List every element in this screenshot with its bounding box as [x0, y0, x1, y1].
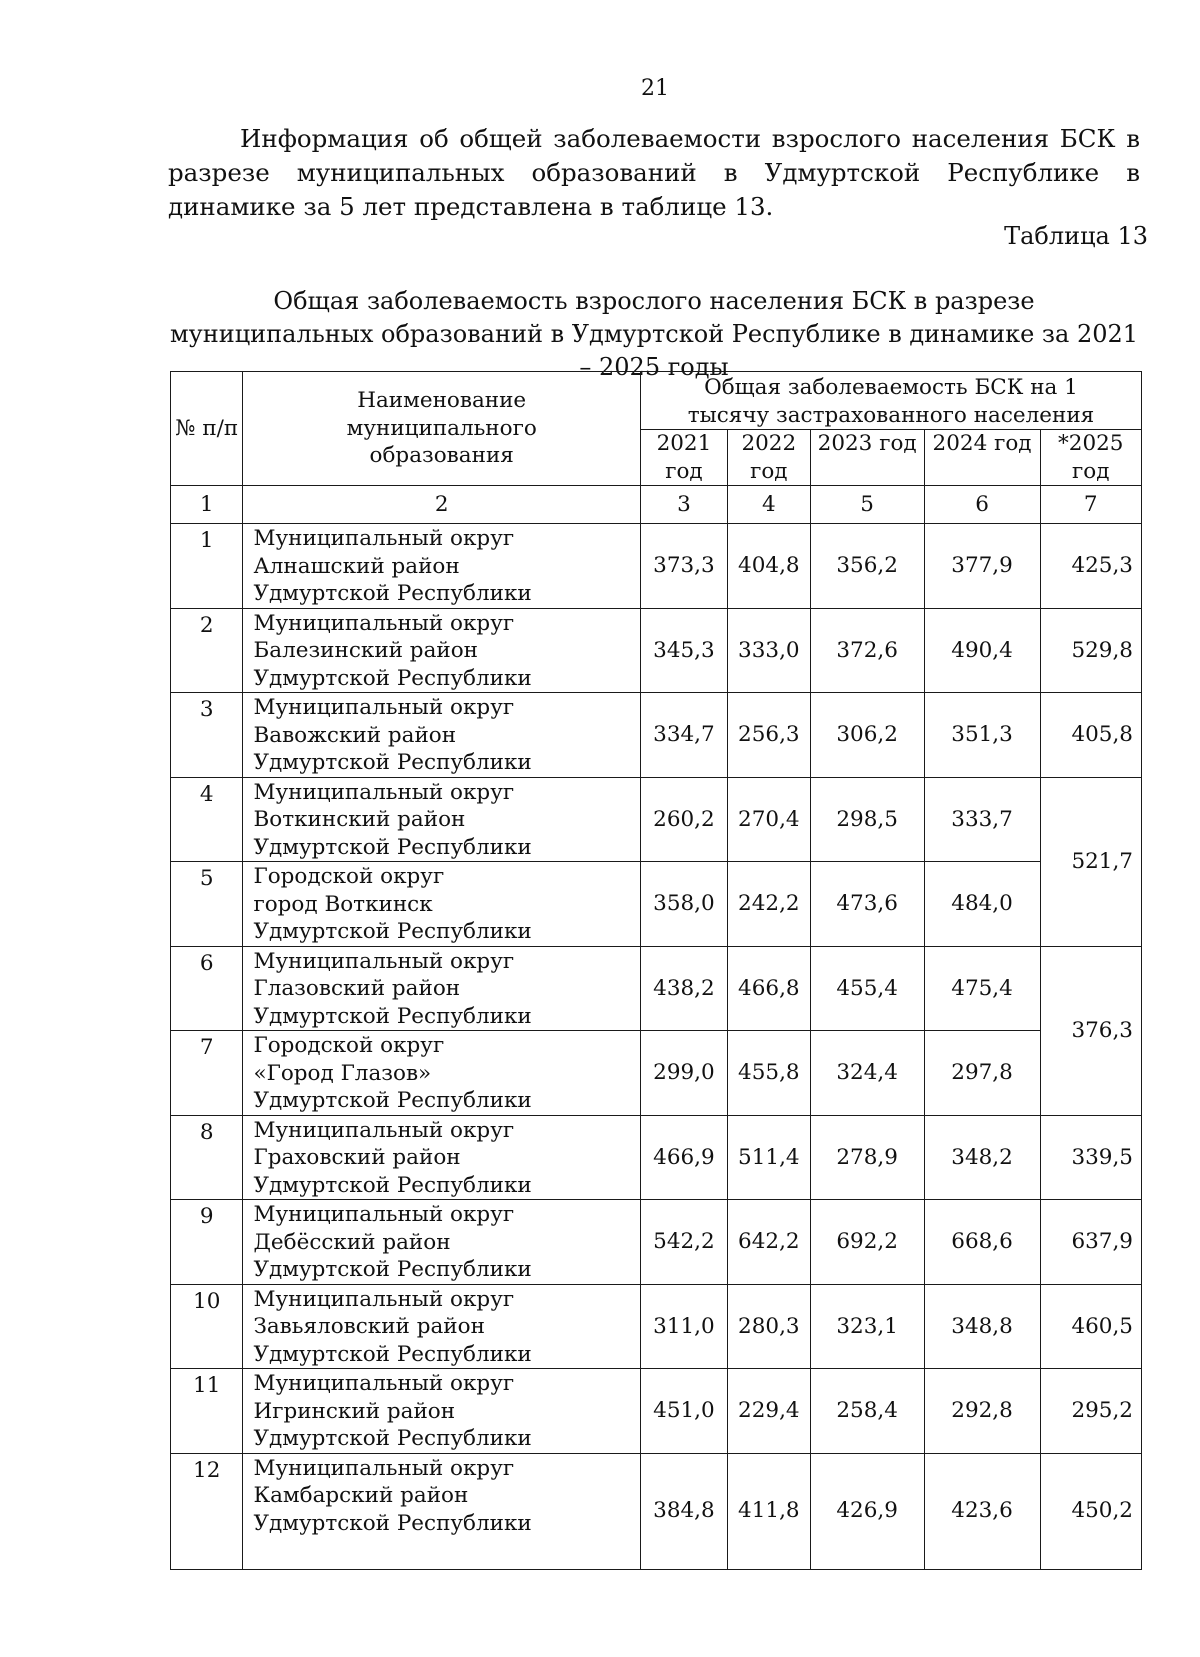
- value-2021: 358,0: [640, 862, 727, 947]
- value-2022: 270,4: [727, 777, 810, 862]
- column-number: 6: [924, 486, 1040, 524]
- table-row: [171, 777, 1142, 862]
- value-2022: 333,0: [727, 608, 810, 693]
- row-name: [243, 862, 641, 947]
- value-2024: 668,6: [924, 1200, 1040, 1285]
- table-row: [171, 524, 1142, 609]
- value-2021: 334,7: [640, 693, 727, 778]
- value-2021: 451,0: [640, 1369, 727, 1454]
- row-name: [243, 608, 641, 693]
- row-name: [243, 1369, 641, 1454]
- value-2021: 466,9: [640, 1115, 727, 1200]
- value-2025: 295,2: [1040, 1369, 1141, 1454]
- table-title: Общая заболеваемость взрослого населения БСК в разрезе муниципальных образований в Удмуртской Республике в динамике за 2021 – 2025 годы: [169, 287, 1139, 381]
- name-line: Граховский район: [253, 1145, 461, 1170]
- row-number: 11: [171, 1369, 243, 1454]
- value-2022: 256,3: [727, 693, 810, 778]
- value-2021: 311,0: [640, 1284, 727, 1369]
- header-year-2024: 2024 год: [924, 430, 1040, 486]
- value-2025: 425,3: [1040, 524, 1141, 609]
- row-number: 2: [171, 608, 243, 693]
- name-line: Удмуртской Республики: [253, 665, 532, 691]
- value-2025: 339,5: [1040, 1115, 1141, 1200]
- value-2023: 323,1: [810, 1284, 924, 1369]
- header-year-2022: 2022 год: [727, 430, 810, 486]
- table-row: [171, 608, 1142, 693]
- value-2025: 460,5: [1040, 1284, 1141, 1369]
- name-line: Удмуртской Республики: [253, 1172, 532, 1198]
- value-2021: 260,2: [640, 777, 727, 862]
- value-2024: 348,8: [924, 1284, 1040, 1369]
- name-line: Муниципальный округ: [253, 779, 515, 805]
- row-number: 4: [171, 777, 243, 862]
- value-2022: 642,2: [727, 1200, 810, 1285]
- value-2023: 372,6: [810, 608, 924, 693]
- page-number: 21: [641, 76, 669, 101]
- name-line: Городской округ: [253, 864, 445, 889]
- name-line: Муниципальный округ: [253, 1455, 515, 1481]
- value-2024: 292,8: [924, 1369, 1040, 1454]
- name-line: Удмуртской Республики: [253, 1088, 532, 1113]
- value-2022: 511,4: [727, 1115, 810, 1200]
- value-2022: 229,4: [727, 1369, 810, 1454]
- table-row: [171, 1200, 1142, 1285]
- value-2024: 377,9: [924, 524, 1040, 609]
- name-line: Муниципальный округ: [253, 610, 515, 636]
- header-year-2021: 2021 год: [640, 430, 727, 486]
- table-row: [171, 1031, 1142, 1116]
- value-2023: 473,6: [810, 862, 924, 947]
- value-2023: 426,9: [810, 1453, 924, 1569]
- name-line: Удмуртской Республики: [253, 1341, 532, 1367]
- name-line: Алнашский район: [253, 553, 460, 579]
- table-row: [171, 693, 1142, 778]
- column-number: 3: [640, 486, 727, 524]
- name-line: Удмуртской Республики: [253, 1510, 532, 1536]
- name-line: Вавожский район: [253, 722, 457, 748]
- value-2023: 306,2: [810, 693, 924, 778]
- row-number: 6: [171, 946, 243, 1031]
- name-line: «Город Глазов»: [253, 1060, 432, 1086]
- value-2024: 475,4: [924, 946, 1040, 1031]
- value-2022: 242,2: [727, 862, 810, 947]
- row-number: 7: [171, 1031, 243, 1116]
- name-line: Муниципальный округ: [253, 526, 515, 551]
- name-line: Удмуртской Республики: [253, 1257, 532, 1282]
- table-label: Таблица 13: [1004, 222, 1148, 250]
- name-line: город Воткинск: [253, 891, 433, 917]
- column-number: 5: [810, 486, 924, 524]
- row-name: [243, 524, 641, 609]
- row-name: [243, 693, 641, 778]
- header-name: Наименование муниципального образования: [243, 372, 641, 486]
- value-2021: 384,8: [640, 1453, 727, 1569]
- name-line: Городской округ: [253, 1033, 445, 1058]
- value-2023: 692,2: [810, 1200, 924, 1285]
- table-body: [171, 524, 1142, 1570]
- name-line: Муниципальный округ: [253, 695, 515, 720]
- row-number: 3: [171, 693, 243, 778]
- row-name: [243, 777, 641, 862]
- name-line: Муниципальный округ: [253, 1202, 515, 1227]
- value-2023: 324,4: [810, 1031, 924, 1116]
- name-line: Игринский район: [253, 1398, 456, 1424]
- value-2023: 298,5: [810, 777, 924, 862]
- name-line: Балезинский район: [253, 638, 478, 663]
- name-line: Удмуртской Республики: [253, 834, 532, 860]
- value-2025: 637,9: [1040, 1200, 1141, 1285]
- row-name: [243, 1115, 641, 1200]
- value-2023: 278,9: [810, 1115, 924, 1200]
- name-line: Удмуртской Республики: [253, 1003, 532, 1029]
- value-2024: 351,3: [924, 693, 1040, 778]
- value-2022: 466,8: [727, 946, 810, 1031]
- column-number: 7: [1040, 486, 1141, 524]
- table-row: [171, 1453, 1142, 1569]
- row-number: 12: [171, 1453, 243, 1569]
- column-number: 1: [171, 486, 243, 524]
- name-line: Удмуртской Республики: [253, 919, 532, 944]
- row-name: [243, 1453, 641, 1569]
- row-name: [243, 1284, 641, 1369]
- value-2024: 490,4: [924, 608, 1040, 693]
- row-number: 8: [171, 1115, 243, 1200]
- value-2024: 484,0: [924, 862, 1040, 947]
- name-line: Муниципальный округ: [253, 948, 515, 974]
- value-2021: 299,0: [640, 1031, 727, 1116]
- row-number: 5: [171, 862, 243, 947]
- value-2024: 297,8: [924, 1031, 1040, 1116]
- value-2023: 455,4: [810, 946, 924, 1031]
- table-row: [171, 1284, 1142, 1369]
- value-2022: 411,8: [727, 1453, 810, 1569]
- name-line: Удмуртской Республики: [253, 1426, 532, 1451]
- value-2025: 405,8: [1040, 693, 1141, 778]
- header-year-2023: 2023 год: [810, 430, 924, 486]
- column-number: 2: [243, 486, 641, 524]
- header-num: № п/п: [171, 372, 243, 486]
- name-line: Удмуртской Республики: [253, 581, 532, 606]
- name-line: Завьяловский район: [253, 1314, 485, 1339]
- header-year-2025: *2025 год: [1040, 430, 1141, 486]
- value-2025: 450,2: [1040, 1453, 1141, 1569]
- value-2024: 333,7: [924, 777, 1040, 862]
- header-group: Общая заболеваемость БСК на 1 тысячу застрахованного населения: [640, 372, 1141, 430]
- value-2022: 404,8: [727, 524, 810, 609]
- row-number: 1: [171, 524, 243, 609]
- value-2023: 356,2: [810, 524, 924, 609]
- row-name: [243, 1200, 641, 1285]
- row-number: 10: [171, 1284, 243, 1369]
- value-2023: 258,4: [810, 1369, 924, 1454]
- name-line: Глазовский район: [253, 976, 461, 1001]
- value-2025: 529,8: [1040, 608, 1141, 693]
- row-number: 9: [171, 1200, 243, 1285]
- table-row: [171, 1115, 1142, 1200]
- name-line: Воткинский район: [253, 807, 466, 832]
- table-row: [171, 862, 1142, 947]
- row-name: [243, 946, 641, 1031]
- value-2021: 345,3: [640, 608, 727, 693]
- name-line: Муниципальный округ: [253, 1117, 515, 1143]
- value-2024: 348,2: [924, 1115, 1040, 1200]
- intro-paragraph: [168, 122, 1140, 224]
- name-line: Муниципальный округ: [253, 1371, 515, 1396]
- value-2022: 455,8: [727, 1031, 810, 1116]
- value-2024: 423,6: [924, 1453, 1040, 1569]
- value-2022: 280,3: [727, 1284, 810, 1369]
- table-header: [171, 372, 1142, 524]
- value-2021: 438,2: [640, 946, 727, 1031]
- table-row: [171, 946, 1142, 1031]
- value-2021: 542,2: [640, 1200, 727, 1285]
- value-2025-merged: 376,3: [1040, 946, 1141, 1115]
- table-row: [171, 1369, 1142, 1454]
- value-2025-merged: 521,7: [1040, 777, 1141, 946]
- value-2021: 373,3: [640, 524, 727, 609]
- name-line: Муниципальный округ: [253, 1286, 515, 1312]
- name-line: Камбарский район: [253, 1483, 469, 1508]
- column-number: 4: [727, 486, 810, 524]
- name-line: Дебёсский район: [253, 1229, 451, 1255]
- row-name: [243, 1031, 641, 1116]
- intro-text: Информация об общей заболеваемости взрослого населения БСК в разрезе муниципальных образований в Удмуртской Республике в динамике за 5 лет представлена в таблице 13.: [168, 124, 1140, 221]
- morbidity-table: [170, 371, 1142, 1570]
- name-line: Удмуртской Республики: [253, 750, 532, 775]
